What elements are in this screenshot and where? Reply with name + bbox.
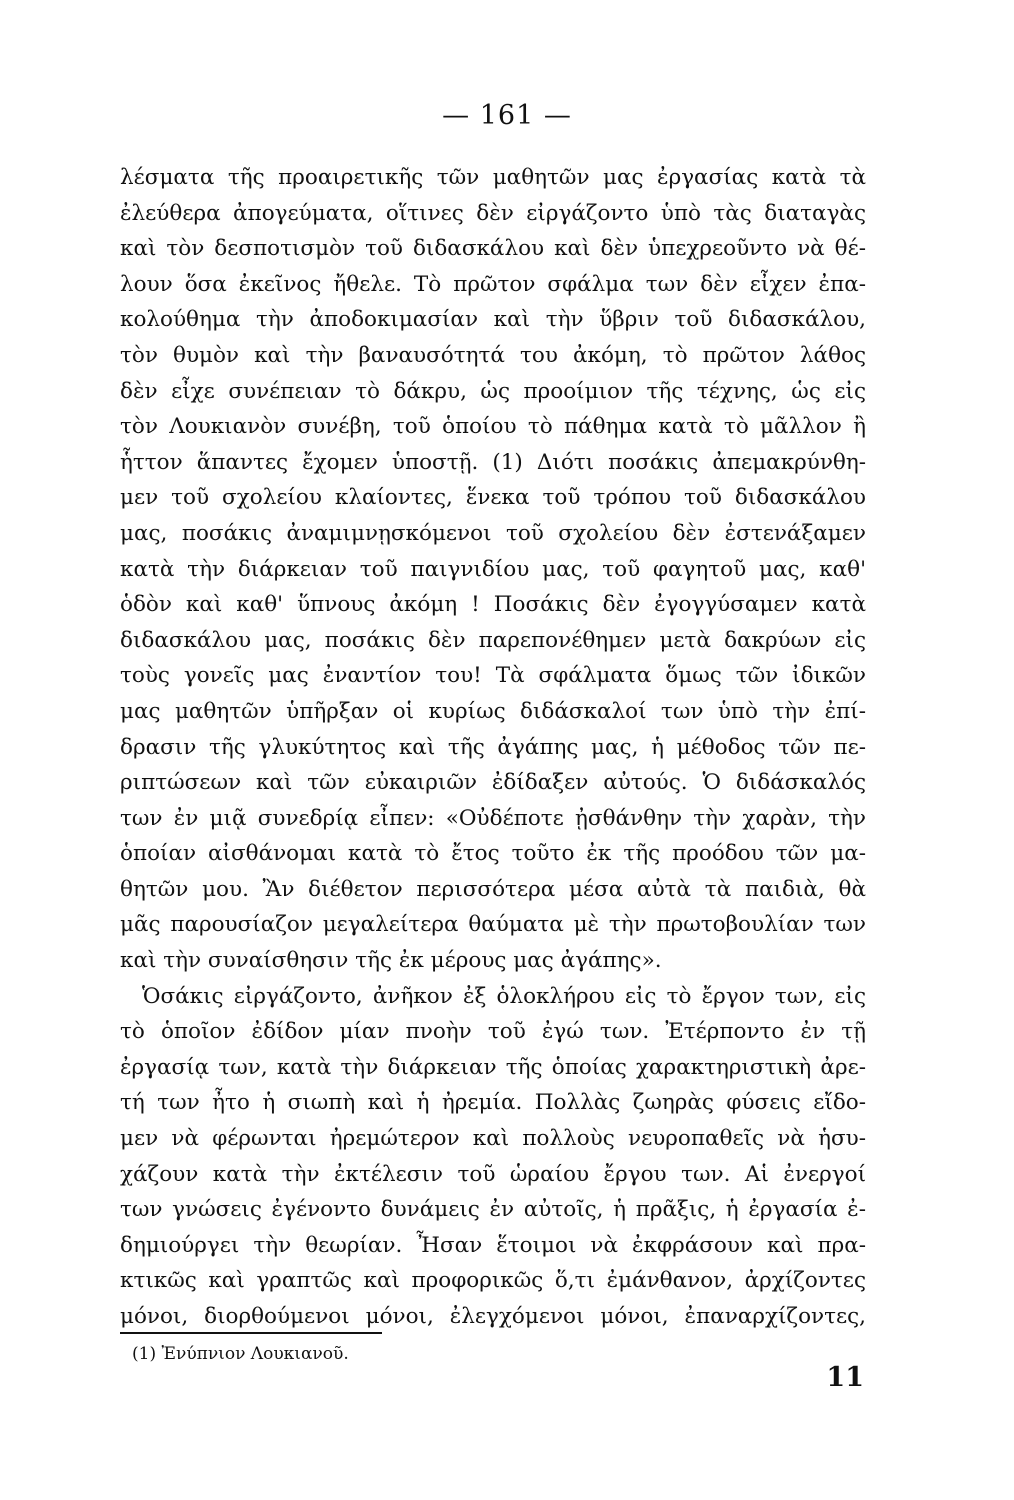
text-line: των γνώσεις ἐγένοντο δυνάμεις ἐν αὐτοῖς, ἡ πρᾶξις, ἡ ἐργασία ἐ- [120, 1197, 866, 1223]
paragraph-end-line: καὶ τὴν συναίσθησιν τῆς ἐκ μέρους μας ἀγάπης». [120, 948, 662, 974]
text-line: δημιούργει τὴν θεωρίαν. Ἦσαν ἕτοιμοι νὰ ἐκφράσουν καὶ πρα- [120, 1232, 866, 1258]
text-line: τὸ ὁποῖον ἐδίδον μίαν πνοὴν τοῦ ἐγώ των. Ἐτέρποντο ἐν τῇ [120, 1019, 866, 1045]
text-line: μᾶς παρουσίαζον μεγαλείτερα θαύματα μὲ τὴν πρωτοβουλίαν των [120, 912, 866, 938]
body-text [120, 160, 866, 1335]
text-line: κατὰ τὴν διάρκειαν τοῦ παιγνιδίου μας, τοῦ φαγητοῦ μας, καθ' [120, 556, 866, 582]
footnote: (1) Ἐνύπνιον Λουκιανοῦ. [132, 1344, 349, 1364]
text-line: ριπτώσεων καὶ τῶν εὐκαιριῶν ἐδίδαξεν αὐτούς. Ὁ διδάσκαλός [120, 770, 866, 796]
text-line: δὲν εἶχε συνέπειαν τὸ δάκρυ, ὡς προοίμιον τῆς τέχνης, ὡς εἰς [120, 378, 866, 404]
text-line: λέσματα τῆς προαιρετικῆς τῶν μαθητῶν μας ἐργασίας κατὰ τὰ [120, 165, 866, 190]
text-line: ὁποίαν αἰσθάνομαι κατὰ τὸ ἔτος τοῦτο ἐκ τῆς προόδου τῶν μα- [120, 841, 866, 867]
text-line: μας μαθητῶν ὑπῆρξαν οἱ κυρίως διδάσκαλοί των ὑπὸ τὴν ἐπί- [120, 698, 866, 724]
text-line: τή των ἦτο ἡ σιωπὴ καὶ ἡ ἠρεμία. Πολλὰς ζωηρὰς φύσεις εἴδο- [120, 1090, 866, 1116]
signature-mark: 11 [826, 1362, 864, 1393]
text-line: κολούθημα τὴν ἀποδοκιμασίαν καὶ τὴν ὕβριν τοῦ διδασκάλου, [120, 307, 866, 333]
text-line: μεν τοῦ σχολείου κλαίοντες, ἕνεκα τοῦ τρόπου τοῦ διδασκάλου [120, 485, 866, 511]
paragraph-start-line: Ὁσάκις εἰργάζοντο, ἀνῆκον ἐξ ὁλοκλήρου εἰς τὸ ἔργον των, εἰς [142, 983, 866, 1009]
text-line: των ἐν μιᾷ συνεδρίᾳ εἶπεν: «Οὐδέποτε ᾐσθάνθην τὴν χαρὰν, τὴν [120, 805, 866, 831]
text-line: ἐργασίᾳ των, κατὰ τὴν διάρκειαν τῆς ὁποίας χαρακτηριστικὴ ἀρε- [120, 1054, 866, 1080]
text-line: ἐλεύθερα ἀπογεύματα, οἵτινες δὲν εἰργάζοντο ὑπὸ τὰς διαταγὰς [120, 200, 866, 226]
text-line: μόνοι, διορθούμενοι μόνοι, ἐλεγχόμενοι μόνοι, ἐπαναρχίζοντες, [120, 1304, 866, 1329]
footnote-divider [120, 1332, 382, 1334]
text-line: χάζουν κατὰ τὴν ἐκτέλεσιν τοῦ ὡραίου ἔργου των. Αἱ ἐνεργοί [120, 1161, 866, 1187]
text-line: καὶ τὸν δεσποτισμὸν τοῦ διδασκάλου καὶ δὲν ὑπεχρεοῦντο νὰ θέ- [120, 236, 866, 262]
text-line: διδασκάλου μας, ποσάκις δὲν παρεπονέθημεν μετὰ δακρύων εἰς [120, 627, 866, 653]
text-line: μας, ποσάκις ἀναμιμνῃσκόμενοι τοῦ σχολείου δὲν ἐστενάξαμεν [120, 520, 866, 546]
text-line: τὸν Λουκιανὸν συνέβη, τοῦ ὁποίου τὸ πάθημα κατὰ τὸ μᾶλλον ἢ [120, 414, 866, 440]
text-line: τὸν θυμὸν καὶ τὴν βαναυσότητά του ἀκόμη, τὸ πρῶτον λάθος [120, 342, 866, 368]
page-number: — 161 — [442, 100, 572, 131]
text-line: θητῶν μου. Ἂν διέθετον περισσότερα μέσα αὐτὰ τὰ παιδιὰ, θὰ [120, 876, 866, 902]
text-line: τοὺς γονεῖς μας ἐναντίον του! Τὰ σφάλματα ὅμως τῶν ἰδικῶν [120, 663, 866, 689]
text-line: κτικῶς καὶ γραπτῶς καὶ προφορικῶς ὅ,τι ἐμάνθανον, ἀρχίζοντες [120, 1268, 866, 1294]
text-line: μεν νὰ φέρωνται ἠρεμώτερον καὶ πολλοὺς νευροπαθεῖς νὰ ἡσυ- [120, 1126, 866, 1152]
text-line: δρασιν τῆς γλυκύτητος καὶ τῆς ἀγάπης μας, ἡ μέθοδος τῶν πε- [120, 734, 866, 760]
text-line: ὁδὸν καὶ καθ' ὕπνους ἀκόμη ! Ποσάκις δὲν ἐγογγύσαμεν κατὰ [120, 592, 866, 618]
text-line: ἧττον ἅπαντες ἔχομεν ὑποστῇ. (1) Διότι ποσάκις ἀπεμακρύνθη- [120, 449, 866, 475]
text-line: λουν ὅσα ἐκεῖνος ἤθελε. Τὸ πρῶτον σφάλμα των δὲν εἶχεν ἐπα- [120, 271, 866, 297]
